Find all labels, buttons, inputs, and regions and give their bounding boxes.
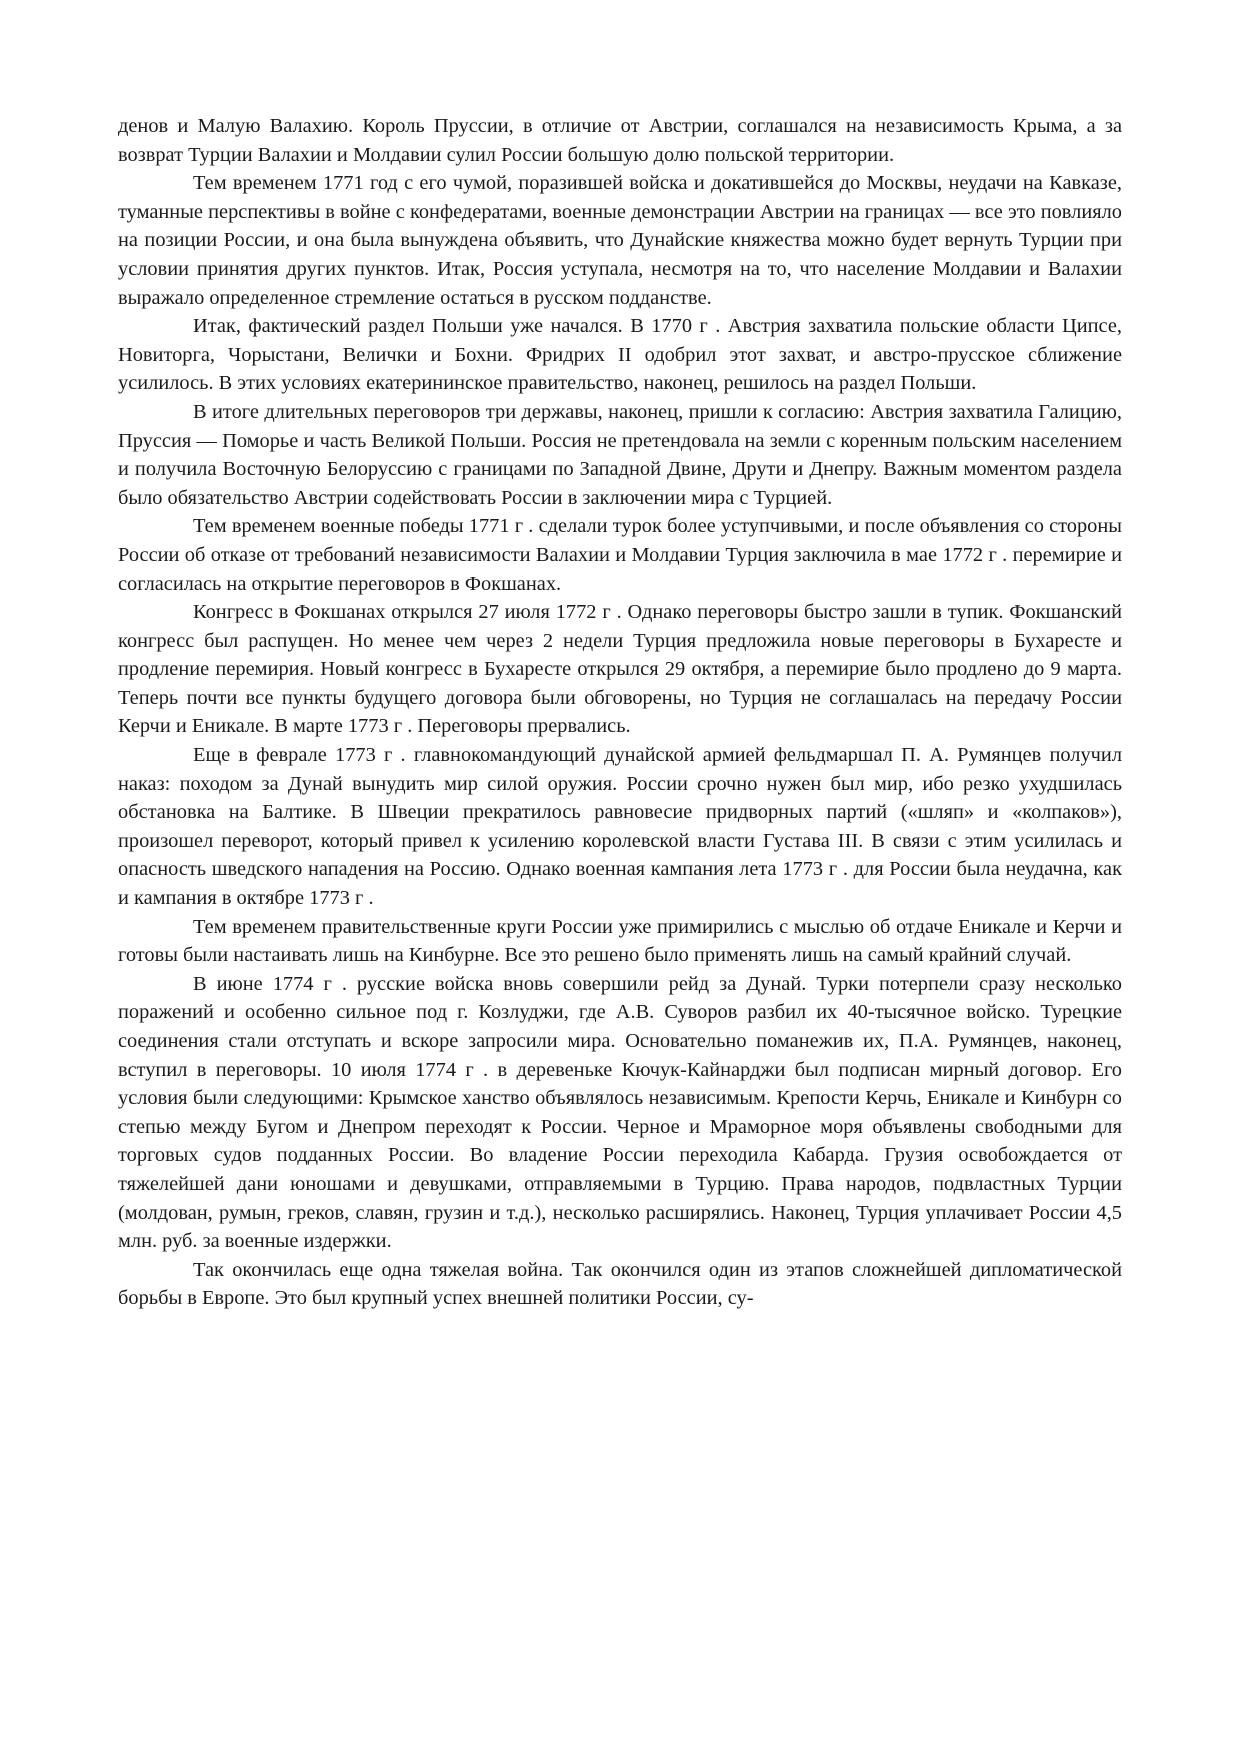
paragraph-3: Итак, фактический раздел Польши уже начался. В 1770 г . Австрия захватила польские области Ципсе, Новиторга, Чорыстани, Велички и Бохни. Фридрих II одобрил этот захват, и австро-прусское сближение усилилось. В этих условиях екатерининское правительство, наконец, решилось на раздел Польши.	[118, 315, 1122, 395]
paragraph-10: Так окончилась еще одна тяжелая война. Так окончился один из этапов сложнейшей дипломатической борьбы в Европе. Это был крупный успех внешней политики России, су-	[118, 1258, 1122, 1310]
paragraph-4: В итоге длительных переговоров три державы, наконец, пришли к согласию: Австрия захватила Галицию, Пруссия — Поморье и часть Великой Польши. Россия не претендовала на земли с коренным польским населением и получила Восточную Белоруссию с границами по Западной Двине, Друти и Днепру. Важным моментом раздела было обязательство Австрии содействовать России в заключении мира с Турцией.	[118, 400, 1122, 509]
paragraph-5: Тем временем военные победы 1771 г . сделали турок более уступчивыми, и после объявления со стороны России об отказе от требований независимости Валахии и Молдавии Турция заключила в мае 1772 г . перемирие и согласилась на открытие переговоров в Фокшанах.	[118, 515, 1122, 595]
paragraph-2: Тем временем 1771 год с его чумой, поразившей войска и докатившейся до Москвы, неудачи на Кавказе, туманные перспективы в войне с конфедератами, военные демонстрации Австрии на границах — все это повлияло на позиции России, и она была вынуждена объявить, что Дунайские княжества можно будет вернуть Турции при условии принятия других пунктов. Итак, Россия уступала, несмотря на то, что население Молдавии и Валахии выражало определенное стремление остаться в русском подданстве.	[118, 172, 1122, 309]
paragraph-7: Еще в феврале 1773 г . главнокомандующий дунайской армией фельдмаршал П. А. Румянцев получил наказ: походом за Дунай вынудить мир силой оружия. России срочно нужен был мир, ибо резко ухудшилась обстановка на Балтике. В Швеции прекратилось равновесие придворных партий («шляп» и «колпаков»), произошел переворот, который привел к усилению королевской власти Густава III. В связи с этим усилилась и опасность шведского нападения на Россию. Однако военная кампания лета 1773 г . для России была неудачна, как и кампания в октябре 1773 г .	[118, 744, 1122, 910]
paragraph-8: Тем временем правительственные круги России уже примирились с мыслью об отдаче Еникале и Керчи и готовы были настаивать лишь на Кинбурне. Все это решено было применять лишь на самый крайний случай.	[118, 915, 1122, 967]
paragraph-1: денов и Малую Валахию. Король Пруссии, в отличие от Австрии, соглашался на независимость Крыма, а за возврат Турции Валахии и Молдавии сулил России большую долю польской территории.	[118, 115, 1122, 166]
paragraph-6: Конгресс в Фокшанах открылся 27 июля 1772 г . Однако переговоры быстро зашли в тупик. Фокшанский конгресс был распущен. Но менее чем через 2 недели Турция предложила новые переговоры в Бухаресте и продление перемирия. Новый конгресс в Бухаресте открылся 29 октября, а перемирие было продлено до 9 марта. Теперь почти все пункты будущего договора были обговорены, но Турция не соглашалась на передачу России Керчи и Еникале. В марте 1773 г . Переговоры прервались.	[118, 601, 1122, 738]
paragraph-9: В июне 1774 г . русские войска вновь совершили рейд за Дунай. Турки потерпели сразу несколько поражений и особенно сильное под г. Козлуджи, где А.В. Суворов разбил их 40-тысячное войско. Турецкие соединения стали отступать и вскоре запросили мира. Основательно поманежив их, П.А. Румянцев, наконец, вступил в переговоры. 10 июля 1774 г . в деревеньке Кючук-Кайнарджи был подписан мирный договор. Его условия были следующими: Крымское ханство объявлялось независимым. Крепости Керчь, Еникале и Кинбурн со степью между Бугом и Днепром переходят к России. Черное и Мраморное моря объявлены свободными для торговых судов подданных России. Во владение России переходила Кабарда. Грузия освобождается от тяжелейшей дани юношами и девушками, отправляемыми в Турцию. Права народов, подвластных Турции (молдован, румын, греков, славян, грузин и т.д.), несколько расширялись. Наконец, Турция уплачивает России 4,5 млн. руб. за военные издержки.	[118, 972, 1122, 1253]
document-page	[118, 112, 1122, 1313]
